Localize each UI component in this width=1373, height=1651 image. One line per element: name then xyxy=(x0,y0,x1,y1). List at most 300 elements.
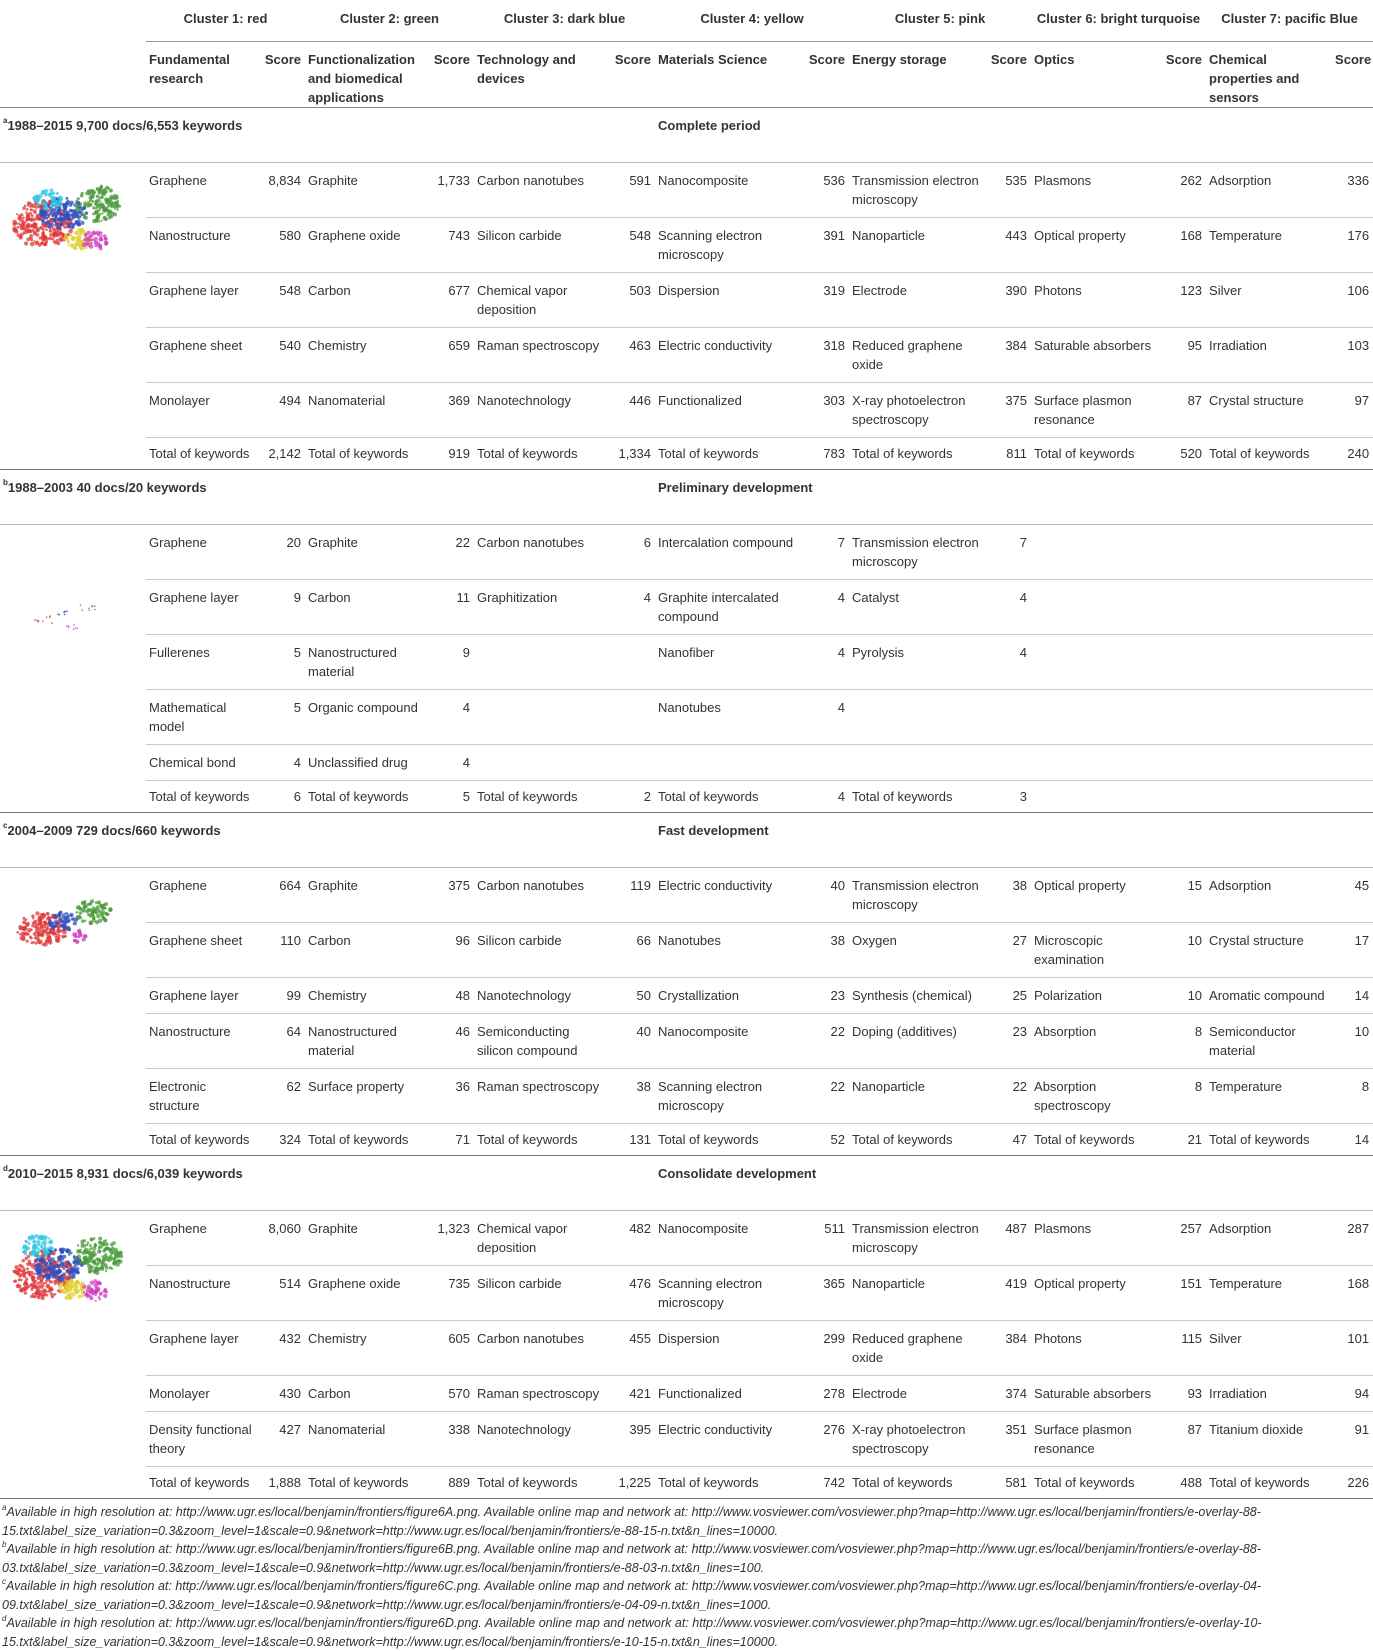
score-header: Score xyxy=(608,42,655,108)
keyword-cell: Graphene sheet xyxy=(146,328,258,383)
keyword-cell: Nanocomposite xyxy=(655,1014,803,1069)
keyword-cell: Photons xyxy=(1031,1321,1160,1376)
section-header-row xyxy=(0,108,1373,163)
total-score-cell: 783 xyxy=(823,446,846,461)
keyword-cell xyxy=(474,635,608,690)
network-node xyxy=(60,919,64,923)
network-node xyxy=(102,1243,105,1246)
total-label-cell: Total of keywords xyxy=(308,1475,409,1490)
score-cell: 536 xyxy=(803,163,849,218)
network-node xyxy=(46,616,48,618)
network-node xyxy=(54,212,58,216)
network-node xyxy=(96,231,100,235)
network-node xyxy=(98,1245,101,1248)
score-cell: 374 xyxy=(985,1376,1031,1412)
network-node xyxy=(46,1251,49,1254)
keyword-cell: Crystal structure xyxy=(1206,923,1332,978)
network-node xyxy=(100,220,102,222)
keyword-cell xyxy=(474,690,608,745)
network-node xyxy=(89,1244,92,1247)
score-cell: 8 xyxy=(1160,1069,1206,1124)
network-node xyxy=(84,920,87,923)
network-node xyxy=(54,200,58,204)
score-cell: 87 xyxy=(1160,383,1206,438)
section-period-label: 2004–2009 729 docs/660 keywords xyxy=(7,823,221,838)
score-cell: 391 xyxy=(803,218,849,273)
score-cell: 262 xyxy=(1160,163,1206,218)
network-node xyxy=(42,1275,46,1279)
network-node xyxy=(97,1250,101,1254)
network-node xyxy=(59,1283,62,1286)
score-cell: 4 xyxy=(427,745,474,781)
score-cell: 427 xyxy=(258,1412,305,1467)
total-label-cell: Total of keywords xyxy=(1209,446,1310,461)
network-node xyxy=(35,194,39,198)
score-cell: 351 xyxy=(985,1412,1031,1467)
section-period-name: Complete period xyxy=(658,118,761,133)
keyword-cell: Nanotechnology xyxy=(474,978,608,1014)
category-header: Optics xyxy=(1031,42,1160,108)
network-node xyxy=(30,203,34,207)
section-label xyxy=(0,1156,655,1211)
footnote-text: Available in high resolution at: http://www.ugr.es/local/benjamin/frontiers/figure6B.png. Available online map and network at: http://www.vosviewer.com/vosviewer.php?map=http://www.ugr.es/local/benjamin/frontiers/e-overlay-88-03.txt&label_size_variation=0.3&zoom_level=1&scale=0.9&network=http://www.ugr.es/local/benjamin/frontiers/e-88-03-n.txt&n_lines=100. xyxy=(2,1542,1261,1575)
network-node xyxy=(20,213,23,216)
keyword-cell: Graphene xyxy=(146,1211,258,1266)
cluster-header-row xyxy=(0,0,1373,42)
network-node xyxy=(117,1255,120,1258)
network-node xyxy=(81,1245,84,1248)
network-node xyxy=(59,216,63,220)
table-row xyxy=(0,525,1373,580)
network-node xyxy=(56,192,59,195)
network-node xyxy=(87,191,91,195)
total-label-cell: Total of keywords xyxy=(149,446,250,461)
network-node xyxy=(100,192,104,196)
keyword-cell: Nanotubes xyxy=(655,690,803,745)
network-node xyxy=(106,913,109,916)
score-header: Score xyxy=(803,42,849,108)
score-cell: 278 xyxy=(803,1376,849,1412)
network-node xyxy=(22,206,26,210)
section-header-row xyxy=(0,1156,1373,1211)
score-cell: 40 xyxy=(608,1014,655,1069)
score-cell xyxy=(985,690,1031,745)
score-cell: 276 xyxy=(803,1412,849,1467)
keyword-cell: Dispersion xyxy=(655,273,803,328)
score-cell: 103 xyxy=(1332,328,1373,383)
keyword-cell: Surface plasmon resonance xyxy=(1031,1412,1160,1467)
network-node xyxy=(49,1239,53,1243)
network-node xyxy=(68,244,70,246)
score-cell: 4 xyxy=(803,635,849,690)
network-node xyxy=(39,1281,43,1285)
network-node xyxy=(98,1267,102,1271)
network-node xyxy=(42,621,44,623)
score-cell: 580 xyxy=(258,218,305,273)
network-node xyxy=(92,231,95,234)
keyword-cell: Carbon xyxy=(305,1376,427,1412)
network-node xyxy=(78,240,82,244)
network-node xyxy=(41,232,44,235)
score-cell: 38 xyxy=(608,1069,655,1124)
network-node xyxy=(42,931,45,934)
keyword-cell: Dispersion xyxy=(655,1321,803,1376)
keyword-cell xyxy=(1031,635,1160,690)
network-node xyxy=(80,604,82,606)
table-row xyxy=(0,1211,1373,1266)
total-label-cell: Total of keywords xyxy=(852,446,953,461)
score-cell: 4 xyxy=(803,690,849,745)
keyword-cell: Silver xyxy=(1206,273,1332,328)
total-label-cell: Total of keywords xyxy=(149,789,250,804)
score-cell: 369 xyxy=(427,383,474,438)
total-score-cell: 52 xyxy=(830,1132,846,1147)
network-node xyxy=(22,934,25,937)
network-node xyxy=(79,911,83,915)
keyword-cell: Aromatic compound xyxy=(1206,978,1332,1014)
network-node xyxy=(100,238,103,241)
network-node xyxy=(77,197,80,200)
network-node xyxy=(71,1274,75,1278)
total-score-cell: 1,225 xyxy=(618,1475,652,1490)
keyword-cell: Raman spectroscopy xyxy=(474,1376,608,1412)
network-node xyxy=(90,195,95,200)
network-node xyxy=(105,1239,107,1241)
network-node xyxy=(45,203,48,206)
score-cell: 38 xyxy=(985,868,1031,923)
score-cell: 9 xyxy=(258,580,305,635)
network-node xyxy=(26,224,28,226)
score-cell xyxy=(1160,580,1206,635)
network-node xyxy=(70,243,73,246)
keyword-cell: Carbon xyxy=(305,580,427,635)
network-node xyxy=(27,217,30,220)
keyword-cell: Raman spectroscopy xyxy=(474,328,608,383)
network-node xyxy=(92,191,95,194)
score-cell: 487 xyxy=(985,1211,1031,1266)
keyword-cell: Crystal structure xyxy=(1206,383,1332,438)
network-node xyxy=(76,238,79,241)
network-node xyxy=(59,213,62,216)
score-cell: 123 xyxy=(1160,273,1206,328)
network-node xyxy=(43,1246,45,1248)
network-node xyxy=(77,941,79,943)
score-cell: 659 xyxy=(427,328,474,383)
table-row xyxy=(0,1376,1373,1412)
total-label-cell: Total of keywords xyxy=(658,446,759,461)
network-node xyxy=(81,1242,85,1246)
keyword-cell: Surface property xyxy=(305,1069,427,1124)
score-cell: 677 xyxy=(427,273,474,328)
score-cell: 97 xyxy=(1332,383,1373,438)
network-node xyxy=(25,230,29,234)
score-cell: 14 xyxy=(1332,978,1373,1014)
network-node xyxy=(110,1252,113,1255)
score-cell xyxy=(1332,690,1373,745)
keyword-cell: Nanofiber xyxy=(655,635,803,690)
network-node xyxy=(90,1281,94,1285)
network-map-thumbnail xyxy=(0,1211,146,1499)
network-node xyxy=(111,203,114,206)
network-node xyxy=(113,195,118,200)
keyword-cell: Carbon nanotubes xyxy=(474,163,608,218)
keyword-cell: Adsorption xyxy=(1206,1211,1332,1266)
network-node xyxy=(45,932,49,936)
network-node xyxy=(60,209,62,211)
network-node xyxy=(37,1236,41,1240)
keyword-cell: Carbon nanotubes xyxy=(474,1321,608,1376)
network-map-thumbnail xyxy=(0,868,146,1156)
network-node xyxy=(102,209,105,212)
total-score-cell: 1,334 xyxy=(618,446,652,461)
network-node xyxy=(88,1251,92,1255)
network-node xyxy=(43,215,47,219)
network-node xyxy=(26,208,29,211)
total-score-cell: 4 xyxy=(837,789,846,804)
score-cell: 287 xyxy=(1332,1211,1373,1266)
network-node xyxy=(38,929,42,933)
table-row xyxy=(0,868,1373,923)
network-node xyxy=(88,1270,92,1274)
network-node xyxy=(45,228,48,231)
network-node xyxy=(27,924,29,926)
network-node xyxy=(49,616,51,618)
network-node xyxy=(50,1271,54,1275)
network-node xyxy=(16,931,19,934)
keyword-cell: Temperature xyxy=(1206,218,1332,273)
network-node xyxy=(26,1267,29,1270)
keyword-cell: Chemical vapor deposition xyxy=(474,273,608,328)
keyword-cell: Absorption xyxy=(1031,1014,1160,1069)
network-node xyxy=(99,196,102,199)
network-node xyxy=(114,206,116,208)
keyword-cell: Irradiation xyxy=(1206,1376,1332,1412)
keyword-cell: X-ray photoelectron spectroscopy xyxy=(849,383,985,438)
score-cell: 106 xyxy=(1332,273,1373,328)
total-label-cell: Total of keywords xyxy=(1034,1475,1135,1490)
score-header: Score xyxy=(258,42,305,108)
score-cell: 96 xyxy=(427,923,474,978)
network-node xyxy=(24,1240,27,1243)
network-node xyxy=(89,203,92,206)
network-node xyxy=(78,223,81,226)
score-cell: 4 xyxy=(985,635,1031,690)
keyword-cell: Functionalized xyxy=(655,1376,803,1412)
keyword-cell: Microscopic examination xyxy=(1031,923,1160,978)
network-node xyxy=(88,914,91,917)
category-header: Technology and devices xyxy=(474,42,608,108)
network-node xyxy=(36,1240,40,1244)
network-node xyxy=(76,911,79,914)
network-node xyxy=(70,226,74,230)
network-node xyxy=(80,221,84,225)
network-node xyxy=(23,1269,26,1272)
total-row xyxy=(0,1124,1373,1156)
network-node xyxy=(50,203,54,207)
network-node xyxy=(45,1268,48,1271)
network-node xyxy=(40,1296,44,1300)
score-cell: 99 xyxy=(258,978,305,1014)
keyword-cell: Nanotubes xyxy=(655,923,803,978)
network-node xyxy=(93,1245,96,1248)
network-node xyxy=(36,1246,38,1248)
network-node xyxy=(18,1274,21,1277)
keyword-cell: Graphite xyxy=(305,525,427,580)
keyword-cell: Nanotechnology xyxy=(474,383,608,438)
network-node xyxy=(35,911,39,915)
network-node xyxy=(16,226,19,229)
keyword-cell: Electric conductivity xyxy=(655,328,803,383)
network-node xyxy=(35,199,39,203)
network-node xyxy=(68,928,71,931)
network-node xyxy=(37,1296,40,1299)
score-cell: 5 xyxy=(258,690,305,745)
score-cell: 6 xyxy=(608,525,655,580)
keyword-cell: Nanostructured material xyxy=(305,635,427,690)
network-node xyxy=(94,609,96,611)
network-node xyxy=(62,1255,66,1259)
network-node xyxy=(47,225,51,229)
score-cell: 119 xyxy=(608,868,655,923)
network-map-image xyxy=(3,1217,133,1317)
score-cell: 168 xyxy=(1160,218,1206,273)
network-node xyxy=(92,1261,96,1265)
total-label-cell: Total of keywords xyxy=(852,1475,953,1490)
table-row xyxy=(0,328,1373,383)
score-cell xyxy=(608,745,655,781)
section-period-name: Preliminary development xyxy=(658,480,813,495)
keyword-cell: Graphene xyxy=(146,868,258,923)
keyword-cell: Nanostructure xyxy=(146,218,258,273)
network-node xyxy=(89,199,92,202)
score-cell: 4 xyxy=(985,580,1031,635)
score-cell: 87 xyxy=(1160,1412,1206,1467)
network-map-image xyxy=(3,169,133,269)
total-score-cell: 3 xyxy=(1019,789,1028,804)
network-node xyxy=(80,934,83,937)
network-node xyxy=(67,914,70,917)
keyword-cell: Chemistry xyxy=(305,328,427,383)
keyword-cell: Nanocomposite xyxy=(655,1211,803,1266)
network-node xyxy=(108,907,112,911)
total-score-cell: 240 xyxy=(1347,446,1370,461)
network-node xyxy=(57,203,60,206)
score-cell: 7 xyxy=(985,525,1031,580)
total-label-cell: Total of keywords xyxy=(149,1475,250,1490)
network-node xyxy=(73,204,76,207)
score-cell: 5 xyxy=(258,635,305,690)
keyword-cell: Photons xyxy=(1031,273,1160,328)
network-node xyxy=(39,1290,43,1294)
footnote-marker: c xyxy=(2,1577,6,1586)
total-score-cell: 14 xyxy=(1354,1132,1370,1147)
total-label-cell: Total of keywords xyxy=(1209,1132,1310,1147)
network-node xyxy=(81,192,84,195)
network-node xyxy=(87,231,91,235)
score-cell: 476 xyxy=(608,1266,655,1321)
footnote xyxy=(2,1577,1357,1614)
network-node xyxy=(89,922,92,925)
network-node xyxy=(53,240,56,243)
network-node xyxy=(87,903,90,906)
score-cell: 64 xyxy=(258,1014,305,1069)
score-cell: 455 xyxy=(608,1321,655,1376)
network-node xyxy=(27,1255,31,1259)
network-node xyxy=(31,1236,35,1240)
network-node xyxy=(83,1239,86,1242)
keyword-cell: Functionalized xyxy=(655,383,803,438)
network-node xyxy=(39,1274,42,1277)
keyword-cell: Synthesis (chemical) xyxy=(849,978,985,1014)
score-cell: 494 xyxy=(258,383,305,438)
keyword-cell xyxy=(474,745,608,781)
network-node xyxy=(42,1260,46,1264)
network-node xyxy=(14,1280,17,1283)
score-header: Score xyxy=(985,42,1031,108)
network-node xyxy=(97,909,100,912)
total-label-cell: Total of keywords xyxy=(477,1475,578,1490)
network-node xyxy=(66,625,68,627)
keyword-cell: Plasmons xyxy=(1031,163,1160,218)
total-row xyxy=(0,781,1373,813)
network-node xyxy=(22,937,26,941)
network-node xyxy=(63,927,67,931)
network-node xyxy=(92,238,95,241)
network-node xyxy=(42,943,45,946)
network-node xyxy=(72,1268,76,1272)
network-node xyxy=(33,921,35,923)
keyword-cell: Saturable absorbers xyxy=(1031,328,1160,383)
network-node xyxy=(73,921,77,925)
network-node xyxy=(18,1278,21,1281)
keyword-cell xyxy=(1206,525,1332,580)
keyword-cell: Nanoparticle xyxy=(849,1266,985,1321)
score-cell: 446 xyxy=(608,383,655,438)
keyword-cell: Nanostructured material xyxy=(305,1014,427,1069)
network-node xyxy=(109,1266,112,1269)
score-header: Score xyxy=(1332,42,1373,108)
keyword-cell: Raman spectroscopy xyxy=(474,1069,608,1124)
network-node xyxy=(81,901,85,905)
score-cell: 384 xyxy=(985,1321,1031,1376)
network-node xyxy=(26,1271,29,1274)
section-header-row xyxy=(0,813,1373,868)
network-node xyxy=(66,211,70,215)
score-cell: 548 xyxy=(258,273,305,328)
network-node xyxy=(83,216,86,219)
table-row xyxy=(0,218,1373,273)
total-label-cell: Total of keywords xyxy=(477,789,578,804)
score-cell: 9 xyxy=(427,635,474,690)
footnote-marker: b xyxy=(2,1540,7,1549)
keyword-cell: Graphite xyxy=(305,1211,427,1266)
total-score-cell: 919 xyxy=(448,446,471,461)
keyword-cell: Electrode xyxy=(849,273,985,328)
keyword-cell: Plasmons xyxy=(1031,1211,1160,1266)
network-node xyxy=(49,1262,53,1266)
score-cell: 591 xyxy=(608,163,655,218)
network-node xyxy=(92,917,95,920)
network-node xyxy=(85,234,88,237)
total-score-cell: 324 xyxy=(279,1132,301,1147)
footnote-text: Available in high resolution at: http://www.ugr.es/local/benjamin/frontiers/figure6A.png. Available online map and network at: http://www.vosviewer.com/vosviewer.php?map=http://www.ugr.es/local/benjamin/frontiers/e-overlay-88-15.txt&label_size_variation=0.3&zoom_level=1&scale=0.9&network=http://www.ugr.es/local/benjamin/frontiers/e-88-15-n.txt&n_lines=10000. xyxy=(2,1505,1261,1538)
score-header: Score xyxy=(1160,42,1206,108)
network-node xyxy=(74,1259,77,1262)
network-node xyxy=(72,1293,76,1297)
network-node xyxy=(94,237,98,241)
score-cell: 257 xyxy=(1160,1211,1206,1266)
total-score-cell: 488 xyxy=(1180,1475,1203,1490)
